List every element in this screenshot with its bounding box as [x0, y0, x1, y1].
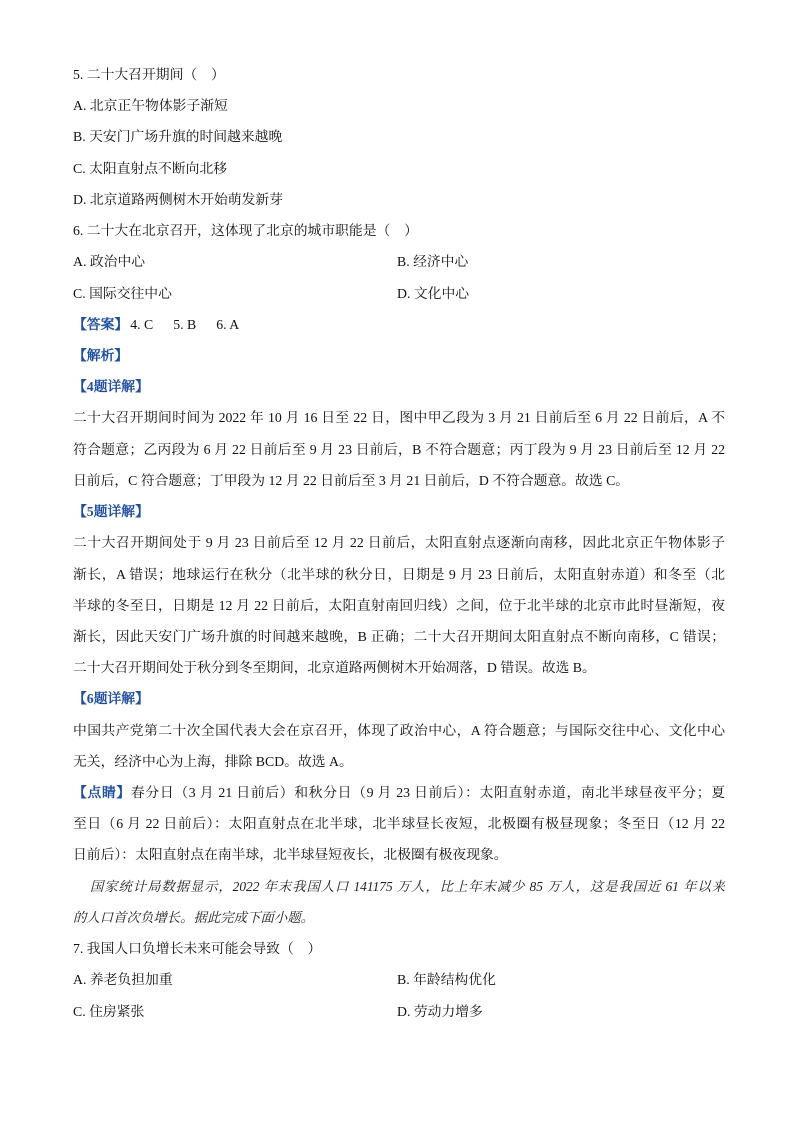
detail-5-line: 二十大召开期间处于秋分到冬至期间，北京道路两侧树木开始凋落，D 错误。故选 B。	[73, 660, 596, 676]
tip-line: 至日（6 月 22 日前后）：太阳直射点在北半球，北半球昼长夜短，北极圈有极昼现象；冬至日（12 月 22	[73, 816, 725, 832]
detail-6-heading	[73, 683, 725, 714]
answer-item-4: 4. C	[130, 316, 154, 332]
answer-item-6: 6. A	[216, 316, 240, 332]
tip-line: 日前后）：太阳直射点在南半球，北半球昼短夜长，北极圈有极夜现象。	[73, 847, 508, 863]
answer-line	[73, 309, 725, 340]
answer-item-5: 5. B	[173, 316, 197, 332]
detail-5-line: 半球的冬至日，日期是 12 月 22 日前后，太阳直射南回归线）之间，位于北半球的北京市此时昼渐短，夜	[73, 597, 725, 613]
question-6-options-row-1	[73, 246, 725, 277]
detail-4-line: 二十大召开期间时间为 2022 年 10 月 16 日至 22 日，图中甲乙段为 3 月 21 日前后至 6 月 22 日前后，A 不	[73, 410, 725, 426]
detail-5-tag: 【5题详解】	[73, 504, 149, 520]
question-6-option-d: D. 文化中心	[397, 285, 470, 301]
tip-text: 春分日（3 月 21 日前后）和秋分日（9 月 23 日前后）：太阳直射赤道，南北半球昼夜平分；夏	[130, 785, 725, 801]
detail-5-line: 渐长，因此天安门广场升旗的时间越来越晚，B 正确；二十大召开期间太阳直射点不断向南移，C 错误；	[73, 628, 725, 644]
question-6-options-row-2	[73, 278, 725, 309]
question-5-option-b: B. 天安门广场升旗的时间越来越晚	[73, 129, 283, 145]
passage-line: 的人口首次负增长。据此完成下面小题。	[73, 909, 315, 925]
detail-4-line: 日前后，C 符合题意；丁甲段为 12 月 22 日前后至 3 月 21 日前后，D 不符合题意。故选 C。	[73, 472, 630, 488]
analysis-heading	[73, 340, 725, 371]
detail-4-line: 符合题意；乙丙段为 6 月 22 日前后至 9 月 23 日前后，B 不符合题意；丙丁段为 9 月 23 日前后至 12 月 22	[73, 441, 725, 457]
question-5-option-c: C. 太阳直射点不断向北移	[73, 160, 228, 176]
detail-5-line: 二十大召开期间处于 9 月 23 日前后至 12 月 22 日前后，太阳直射点逐渐向南移，因此北京正午物体影子	[73, 535, 725, 551]
detail-6-line: 中国共产党第二十次全国代表大会在京召开，体现了政治中心，A 符合题意；与国际交往中心、文化中心	[73, 722, 725, 738]
question-6-option-a: A. 政治中心	[73, 254, 146, 270]
analysis-tag: 【解析】	[73, 347, 129, 363]
question-7-option-d: D. 劳动力增多	[397, 1003, 483, 1019]
question-7-stem: 7. 我国人口负增长未来可能会导致（ ）	[73, 941, 322, 957]
question-5-option-d: D. 北京道路两侧树木开始萌发新芽	[73, 191, 284, 207]
question-6-stem: 6. 二十大在北京召开，这体现了北京的城市职能是（ ）	[73, 223, 418, 239]
question-5-stem: 5. 二十大召开期间（ ）	[73, 67, 225, 82]
question-7-options-row-1	[73, 964, 725, 995]
question-7-options-row-2	[73, 996, 725, 1027]
answer-tag: 【答案】	[73, 316, 129, 332]
detail-5-heading	[73, 496, 725, 527]
question-5-option-a: A. 北京正午物体影子渐短	[73, 98, 228, 114]
question-6-option-c: C. 国际交往中心	[73, 285, 172, 301]
passage-line: 国家统计局数据显示，2022 年末我国人口 141175 万人，比上年末减少 85 万人，这是我国近 61 年以来	[90, 878, 725, 894]
question-6-option-b: B. 经济中心	[397, 254, 469, 270]
tip-line	[73, 777, 725, 808]
detail-5-line: 渐长，A 错误；地球运行在秋分（北半球的秋分日，日期是 9 月 23 日前后，太阳直射赤道）和冬至（北	[73, 566, 725, 582]
tip-tag: 【点睛】	[73, 785, 131, 801]
question-7-option-b: B. 年龄结构优化	[397, 972, 496, 988]
detail-6-tag: 【6题详解】	[73, 691, 149, 707]
question-7-option-a: A. 养老负担加重	[73, 972, 173, 988]
question-7-option-c: C. 住房紧张	[73, 1003, 145, 1019]
detail-4-tag: 【4题详解】	[73, 379, 149, 395]
detail-4-heading	[73, 371, 725, 402]
document-body	[73, 59, 725, 1027]
detail-6-line: 无关，经济中心为上海，排除 BCD。故选 A。	[73, 753, 353, 769]
